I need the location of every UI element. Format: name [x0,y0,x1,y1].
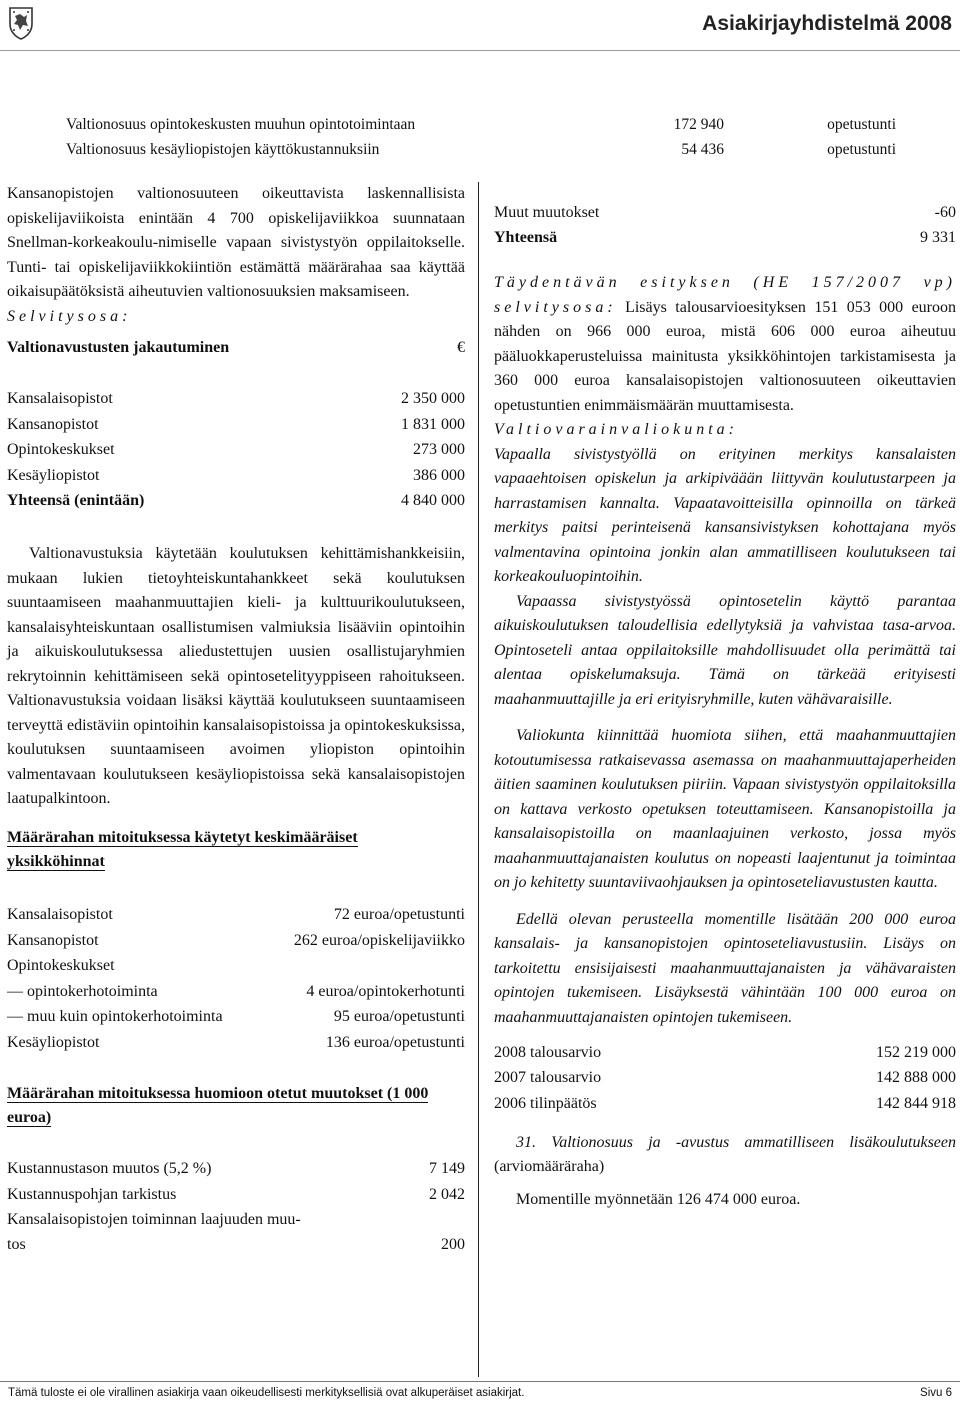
top-row-value: 172 940 [673,116,724,133]
supplementary-lead: Täydentävän esityksen (HE 157/2007 vp) selvitysosa: [494,274,956,316]
committee-paragraph: Vapaalla sivistystyöllä on erityinen merkitys kansalaisten vapaaehtoisen opiskelun ja arkipiväään liittyvän koulutustarpeen ja harrastamisen kannalta. Vapaatavoitteisilla opinnoilla on tärkeä merkitys paitsi perinteisenä kansansivistyksen kohottajana myös valmentavina opintoina jonkin alan ammatilliseen koulutukseen tai korkeakouluopintoihin. [494,445,956,585]
item-31-text: Momentille myönnetään 126 474 000 euroa. [516,1190,801,1208]
committee-paragraph: Valiokunta kiinnittää huomiota siihen, että maahanmuuttajien kotoutumisessa ratkaisevassa asemassa on maahanmuuttajaperheiden äitien saaminen koulutuksen piiriin. Vapaan sivistystyön oppilaitoksilla on kattava verkosto opetuksen toteuttamiseen. Kansanopistoilla ja kansalaisopistoilla on maanlaajuinen verkosto, jossa myös maahanmuuttajanaisten koulutus on nopeasti laajentunut ja toimintaa on jo kehitetty suuntaviivaohjauksen ja opintoseteliavustusten kautta. [494,727,956,891]
page-number: Sivu 6 [920,1387,952,1399]
page-footer [0,1381,960,1406]
row-label: Kansalaisopistojen toiminnan laajuuden muu- [7,1210,301,1228]
top-row-unit: opetustunti [827,141,896,158]
unit-price-row [7,928,465,954]
changes-heading-text: Määrärahan mitoituksessa huomioon otetut muutokset (1 000 euroa) [7,1084,429,1126]
unit-price-row [7,903,465,929]
row-label: tos [7,1235,26,1253]
row-value: 200 [441,1235,465,1253]
row-value: 1 831 000 [401,415,465,433]
supplementary-paragraph [494,271,956,418]
row-label: 2008 talousarvio [494,1043,602,1061]
supplementary-text: Lisäys talousarvioesityksen 151 053 000 euroon nähden on 966 000 euroa, mistä 606 000 euroa aiheutuu pääluokkaperusteluissa mainitusta yksikköhintojen tarkistamisesta ja 360 000 euroa kansalaisopistojen valtionosuuteen oikeuttavien opetustuntien enimmäismäärän muuttamisesta. [494,298,957,414]
change-row [7,1182,465,1208]
row-label: Opintokeskukset [7,441,115,458]
row-label: 2006 tilinpäätös [494,1094,597,1112]
distribution-row [7,412,465,438]
top-row-label: Valtionosuus opintokeskusten muuhun opintotoimintaan [66,116,416,133]
change-row [494,200,956,226]
changes-heading [7,1082,447,1131]
row-label: Kansalaisopistot [7,390,113,407]
row-value: 262 euroa/opiskelijaviikko [293,931,465,949]
committee-paragraph: Edellä olevan perusteella momentille lisätään 200 000 euroa kansalais- ja kansanopistojen opintoseteliavustusiin. Lisäys on tarkoitettu ensisijaisesti maahanmuuttajanaisten ja vähävaraisten opintojen tukemiseen. Lisäyksestä vähintään 100 000 euroa on maahanmuuttajanaisten opintojen tukemiseen. [494,910,956,1026]
coat-of-arms-icon [8,6,34,40]
top-row [66,141,896,163]
page-header [0,0,960,51]
change-total-row [494,226,956,252]
unit-price-row [7,954,465,980]
row-label: Kesäyliopistot [7,1033,100,1051]
total-value: 9 331 [920,229,956,246]
row-value: 4 euroa/opintokerhotunti [306,982,465,1000]
row-value: 2 042 [429,1185,465,1203]
distribution-row [7,438,465,464]
footer-notice: Tämä tuloste ei ole virallinen asiakirja vaan oikeudellisesti merkityksellisiä ovat alkuperäiset asiakirjat. [8,1387,525,1399]
top-row-label: Valtionosuus kesäyliopistojen käyttökustannuksiin [66,141,380,158]
item-31-note: (arviomääräraha) [494,1158,605,1175]
unit-prices-heading [7,826,447,875]
intro-paragraph: Kansanopistojen valtionosuuteen oikeuttavista laskennallisista opiskelijaviikoista enintään 4 700 opiskelijaviikkoa suunnataan Snellman-korkeakoulu-nimiselle vapaan sivistystyön oppilaitokselle. Tunti- tai opiskelijaviikkokiintiön estämättä määrärahaa saa käyttää oikaisupäätöksistä aiheutuvien valtionosuuksien maksamiseen. [7,185,465,300]
item-31-title: 31. Valtionosuus ja -avustus ammatilliseen lisäkoulutukseen [516,1133,956,1151]
row-value: 142 888 000 [876,1069,956,1086]
distribution-heading [7,335,465,361]
row-label: Opintokeskukset [7,957,115,974]
unit-price-row [7,1030,465,1056]
budget-row [494,1040,956,1066]
row-value: 72 euroa/opetustunti [333,906,465,923]
row-value: 386 000 [413,466,465,484]
distribution-row [7,387,465,413]
row-value: 2 350 000 [401,390,465,407]
unit-price-row [7,979,465,1005]
row-value: 142 844 918 [876,1094,956,1112]
currency-label: € [457,338,465,356]
budget-row [494,1066,956,1092]
row-label: Kesäyliopistot [7,466,100,484]
row-label: Kansanopistot [7,931,99,949]
top-row [66,116,896,138]
row-label: — opintokerhotoiminta [7,982,158,1000]
row-value: 95 euroa/opetustunti [333,1008,465,1025]
committee-paragraph: Vapaassa sivistystyössä opintosetelin käyttö parantaa aikuiskoulutuksen taloudellisia edellytyksiä ja vahvistaa tasa-arvoa. Opintoseteli antaa oppilaitoksille mahdollisuudet olla perimättä tai alentaa opiskelumaksuja. Tämä on tärkeää erityisesti maahanmuuttajille ja eri erityisryhmille, kuten vähävaraisille. [494,592,956,708]
row-value: 7 149 [429,1160,465,1177]
row-label: — muu kuin opintokerhotoiminta [7,1008,223,1025]
row-value: 136 euroa/opetustunti [325,1033,465,1051]
distribution-total-row [7,489,465,515]
row-label: 2007 talousarvio [494,1069,602,1086]
row-label: Kustannuspohjan tarkistus [7,1185,177,1203]
row-value: -60 [934,203,956,221]
item-31-heading [494,1131,956,1180]
committee-label: Valtiovarainvaliokunta: [494,421,738,438]
row-label: Muut muutokset [494,203,600,221]
unit-prices-heading-text: Määrärahan mitoituksessa käytetyt keskimääräiset yksikköhinnat [7,828,358,870]
row-label: Kustannustason muutos (5,2 %) [7,1160,212,1177]
right-column [494,182,956,1212]
change-row [7,1157,465,1183]
row-label: Kansalaisopistot [7,906,113,923]
top-row-unit: opetustunti [827,116,896,133]
total-label: Yhteensä (enintään) [7,492,145,509]
change-row-multiline [7,1208,465,1258]
budget-row [494,1091,956,1117]
selvitysosa-label: Selvitysosa: [7,307,132,325]
left-column [7,182,465,1258]
usage-paragraph: Valtionavustuksia käytetään koulutuksen kehittämishankkeisiin, mukaan lukien tietoyhteiskuntahankkeet sekä koulutuksen suuntaamiseen maahanmuuttajien kieli- ja kulttuurikoulutukseen, kansalaisyhteiskuntaan osallistumisen valmiuksia lisääviin opintoihin ja aikuiskoulutuksessa aliedustettujen uusien osallistujaryhmien rekrytoinnin kehittämiseen sekä opintosetelityyppiseen rahoitukseen. Valtionavustuksia voidaan lisäksi käyttää koulutukseen suuntaamiseen terveyttä edistäviin opintoihin kansalaisopistoissa ja opintokeskuksissa, koulutuksen suuntaamiseen avoimen yliopiston opintoihin valmentavaan koulutukseen kesäyliopistoissa sekä kansalaisopistojen laatupalkintoon. [7,545,465,807]
row-value: 152 219 000 [876,1043,956,1061]
document-title: Asiakirjayhdistelmä 2008 [702,12,952,35]
unit-price-row [7,1005,465,1031]
top-row-value: 54 436 [681,141,724,158]
column-divider [478,182,479,1377]
distribution-row [7,463,465,489]
total-value: 4 840 000 [401,492,465,509]
row-label: Kansanopistot [7,415,99,433]
distribution-heading-text: Valtionavustusten jakautuminen [7,338,230,356]
row-value: 273 000 [413,441,465,458]
total-label: Yhteensä [494,229,558,246]
